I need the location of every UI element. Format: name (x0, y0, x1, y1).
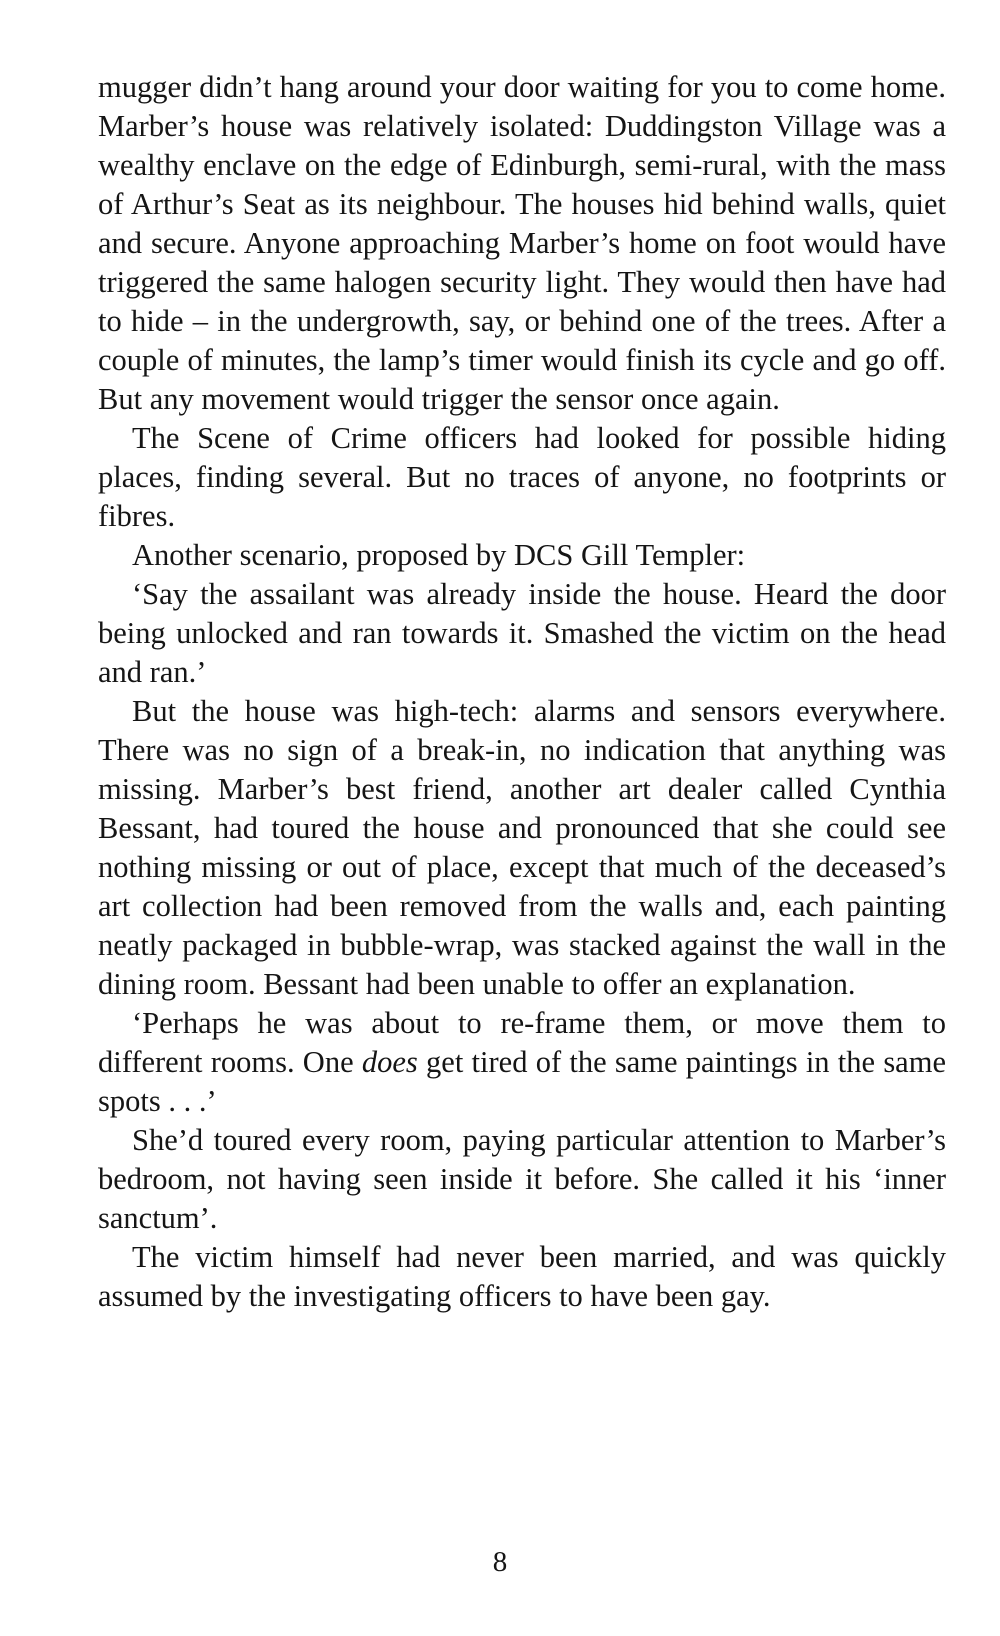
paragraph-6-emphasis: does (361, 1045, 418, 1079)
paragraph-6 (98, 1004, 946, 1121)
paragraph-5: But the house was high-tech: alarms and sensors everywhere. There was no sign of a break-in, no indication that anything was missing. Marber’s best friend, another art dealer called Cynthia Bessant, had toured the house and pronounced that she could see nothing missing or out of place, except that much of the deceased’s art collection had been removed from the walls and, each painting neatly packaged in bubble-wrap, was stacked against the wall in the dining room. Bessant had been unable to offer an explanation. (98, 694, 946, 1001)
body-text (98, 68, 946, 1316)
paragraph-4: ‘Say the assailant was already inside the house. Heard the door being unlocked and ran towards it. Smashed the victim on the head and ran.’ (98, 577, 946, 689)
paragraph-7: She’d toured every room, paying particular attention to Marber’s bedroom, not having seen inside it before. She called it his ‘inner sanctum’. (98, 1123, 946, 1235)
paragraph-8: The victim himself had never been married, and was quickly assumed by the investigating officers to have been gay. (98, 1240, 946, 1313)
paragraph-3: Another scenario, proposed by DCS Gill Templer: (132, 538, 746, 572)
paragraph-2: The Scene of Crime officers had looked for possible hiding places, finding several. But no traces of anyone, no footprints or fibres. (98, 421, 946, 533)
paragraph-6-before: ‘Perhaps he was about to re-frame them, or move them to different rooms. One (98, 1006, 946, 1079)
paragraph-6-after: get tired of the same paintings in the same spots . . .’ (98, 1045, 946, 1118)
paragraph-1: mugger didn’t hang around your door waiting for you to come home. Marber’s house was relatively isolated: Duddingston Village was a wealthy enclave on the edge of Edinburgh, semi-rural, with the mass of Arthur’s Seat as its neighbour. The houses hid behind walls, quiet and secure. Anyone approaching Marber’s home on foot would have triggered the same halogen security light. They would then have had to hide – in the undergrowth, say, or behind one of the trees. After a couple of minutes, the lamp’s timer would finish its cycle and go off. But any movement would trigger the sensor once again. (98, 70, 946, 416)
page-number: 8 (492, 1546, 508, 1578)
